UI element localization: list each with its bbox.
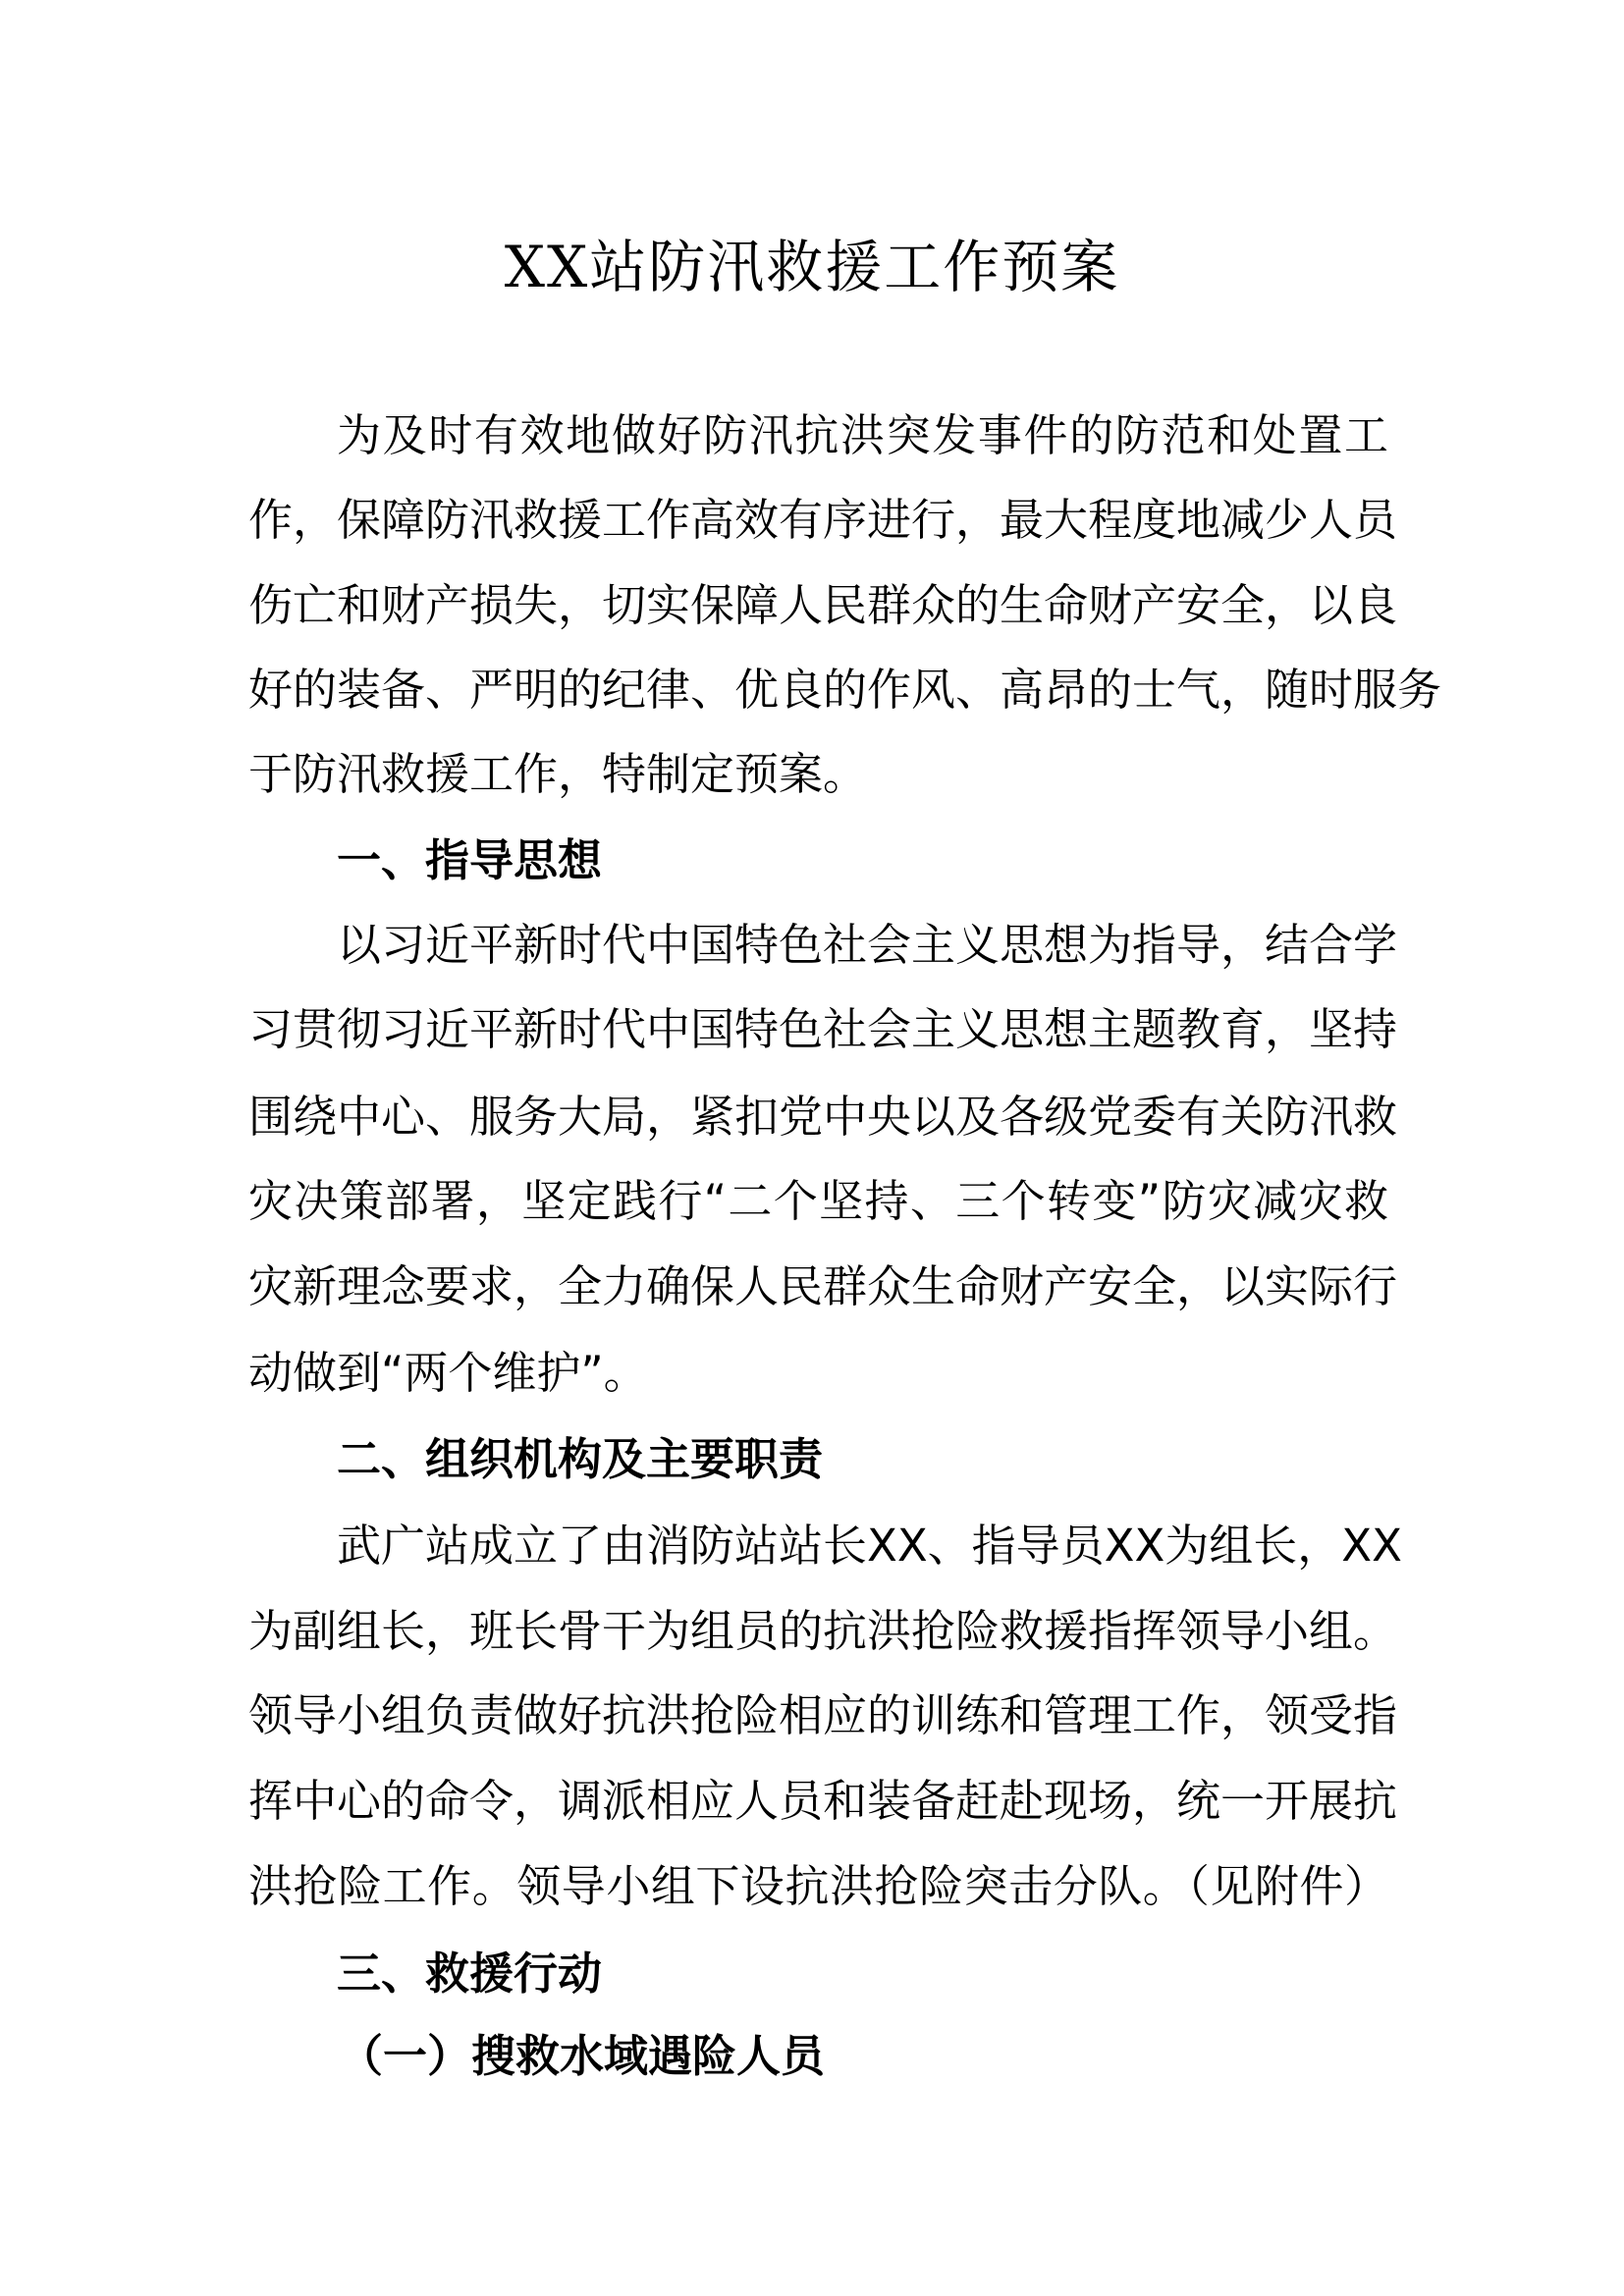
section-heading: 二、组织机构及主要职责 [337,1433,824,1485]
paragraph-line: 武广站成立了由消防站站长XX、指导员XX为组长，XX [337,1520,1402,1572]
paragraph-line: 于防汛救援工作，特制定预案。 [248,748,868,800]
paragraph-line: 伤亡和财产损失，切实保障人民群众的生命财产安全，以良 [248,579,1398,631]
paragraph-line: 挥中心的命令，调派相应人员和装备赶赴现场，统一开展抗 [248,1775,1398,1827]
section-heading: 三、救援行动 [337,1948,603,2000]
paragraph-line: 作，保障防汛救援工作高效有序进行，最大程度地减少人员 [248,494,1398,546]
paragraph-line: 围绕中心、服务大局，紧扣党中央以及各级党委有关防汛救 [248,1091,1398,1143]
paragraph-line: 为及时有效地做好防汛抗洪突发事件的防范和处置工 [337,409,1388,461]
document-title: XX站防汛救援工作预案 [504,234,1120,300]
paragraph-line: 习贯彻习近平新时代中国特色社会主义思想主题教育，坚持 [248,1003,1398,1055]
paragraph-line: 好的装备、严明的纪律、优良的作风、高昂的士气，随时服务 [248,664,1442,716]
paragraph-line: 以习近平新时代中国特色社会主义思想为指导，结合学 [337,919,1398,971]
paragraph-line: 洪抢险工作。领导小组下设抗洪抢险突击分队。（见附件） [248,1860,1388,1912]
section-heading: 一、指导思想 [337,834,603,886]
paragraph-line: 灾决策部署，坚定践行“二个坚持、三个转变”防灾减灾救 [248,1175,1388,1227]
paragraph-line: 灾新理念要求，全力确保人民群众生命财产安全，以实际行 [248,1260,1398,1312]
subsection-heading: （一）搜救水域遇险人员 [339,2030,826,2082]
paragraph-line: 领导小组负责做好抗洪抢险相应的训练和管理工作，领受指 [248,1689,1398,1741]
paragraph-line: 为副组长，班长骨干为组员的抗洪抢险救援指挥领导小组。 [248,1605,1398,1657]
paragraph-line: 动做到“两个维护”。 [248,1347,648,1399]
